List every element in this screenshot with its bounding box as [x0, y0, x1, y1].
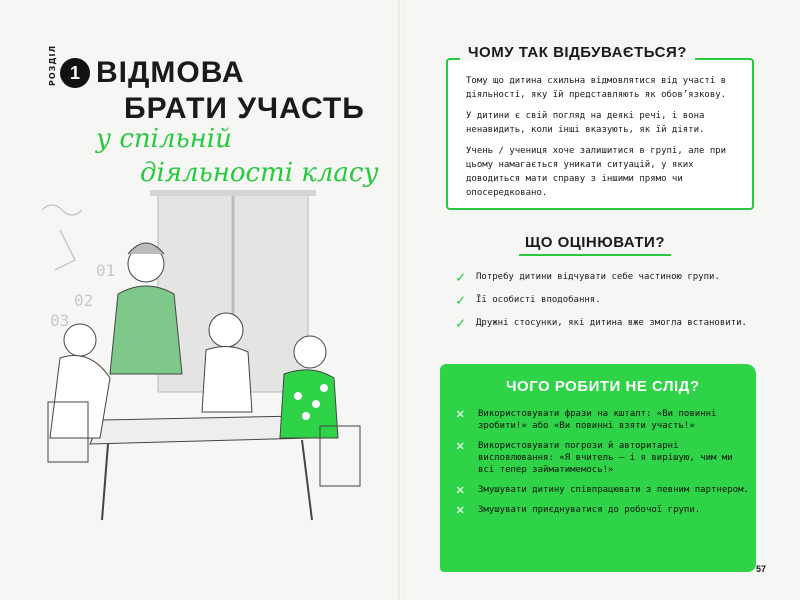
svg-text:01: 01: [96, 261, 116, 280]
chapter-title-line2: БРАТИ УЧАСТЬ: [124, 92, 365, 125]
cross-icon: ✕: [456, 406, 465, 422]
why-section-title: ЧОМУ ТАК ВІДБУВАЄТЬСЯ?: [460, 44, 695, 61]
dont-list: [456, 408, 752, 524]
assess-list: [456, 270, 756, 339]
chapter-title-line1: ВІДМОВА: [96, 56, 245, 89]
assess-item: [456, 293, 756, 307]
why-paragraph: Тому що дитина схильна відмовлятися від участі в діяльності, яку їй представляють як обов’язкову.: [466, 76, 727, 100]
why-paragraph: У дитини є свій погляд на деякі речі, і вона ненавидить, коли інші вказують, як їй діяти.: [466, 111, 705, 135]
checkmark-icon: ✓: [456, 268, 466, 286]
dont-item: [456, 504, 752, 516]
svg-text:02: 02: [74, 291, 94, 310]
chapter-number: 1: [60, 58, 90, 88]
assess-section-title: ЩО ОЦІНЮВАТИ?: [519, 234, 671, 256]
page-gutter: [398, 0, 404, 600]
why-paragraphs: [466, 74, 742, 207]
assess-item-text: Потребу дитини відчувати себе частиною групи.: [476, 272, 720, 282]
svg-text:03: 03: [50, 311, 70, 330]
page-number: 57: [756, 564, 767, 574]
cross-icon: ✕: [456, 502, 465, 518]
dont-item-text: Використовувати фрази на кшталт: «Ви повинні зробити!» або «Ви повинні взяти участь!»: [478, 409, 717, 431]
dont-section-title: ЧОГО РОБИТИ НЕ СЛІД?: [506, 378, 700, 395]
checkmark-icon: ✓: [456, 314, 466, 332]
dont-item-text: Використовувати погрози й авторитарні висловлювання: «Я вчитель — і я вирішую, чим ми всі тепер займатимемось!»: [478, 441, 733, 475]
assess-item-text: Дружні стосунки, які дитина вже змогла встановити.: [476, 318, 747, 328]
dont-item: [456, 408, 752, 432]
assess-item-text: Її особисті вподобання.: [476, 295, 601, 305]
chapter-label: РОЗДІЛ: [48, 44, 57, 86]
dont-item: [456, 484, 752, 496]
cross-icon: ✕: [456, 438, 465, 454]
dont-item: [456, 440, 752, 476]
why-paragraph: Учень / учениця хоче залишитися в групі, але при цьому намагається уникати ситуацій, у яких доводиться мати справу з іншими прямо чи опосередковано.: [466, 146, 727, 198]
dont-item-text: Змушувати приєднуватися до робочої групи.: [478, 505, 701, 515]
chapter-subtitle-line1: у спільній: [96, 124, 232, 154]
assess-item: [456, 270, 756, 284]
assess-item: [456, 316, 756, 330]
chapter-subtitle-line2: діяльності класу: [140, 158, 379, 188]
classroom-illustration: [30, 190, 370, 550]
dont-item-text: Змушувати дитину співпрацювати з певним партнером.: [478, 485, 749, 495]
cross-icon: ✕: [456, 482, 465, 498]
checkmark-icon: ✓: [456, 291, 466, 309]
